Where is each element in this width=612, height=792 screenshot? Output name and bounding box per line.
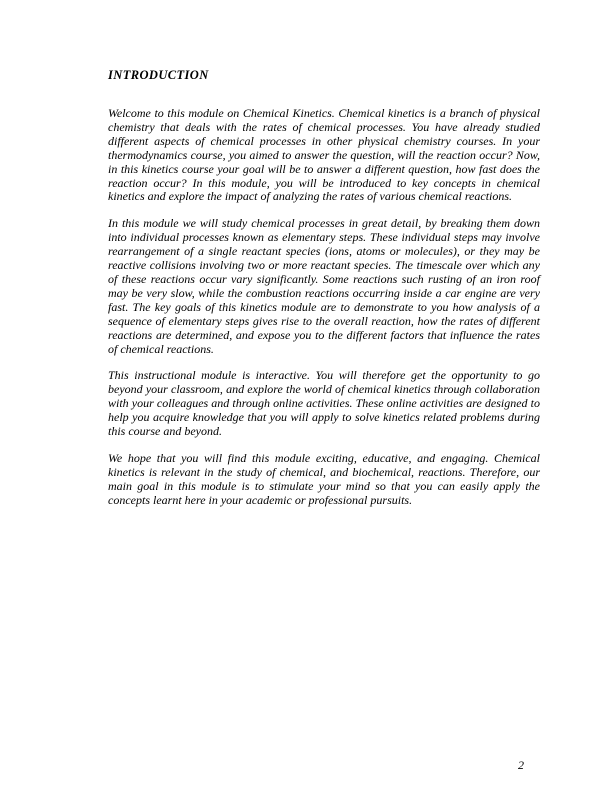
paragraph-interactive-module: This instructional module is interactive. You will therefore get the opportunity to go beyond your classroom, and explore the world of chemical kinetics through collaboration with your colleagues and through online activities. These online activities are designed to help you acquire knowledge that you will apply to solve kinetics related problems during this course and beyond. — [108, 368, 540, 439]
page-number: 2 — [518, 758, 524, 772]
paragraph-elementary-steps: In this module we will study chemical processes in great detail, by breaking them down into individual processes known as elementary steps. These individual steps may involve rearrangement of a single reactant species (ions, atoms or molecules), or they may be reactive collisions involving two or more reactant species. The timescale over which any of these reactions occur vary significantly. Some reactions such rusting of an iron roof may be very slow, while the combustion reactions occurring inside a car engine are very fast. The key goals of this kinetics module are to demonstrate to you how analysis of a sequence of elementary steps gives rise to the overall reaction, how the rates of different reactions are determined, and expose you to the different factors that influence the rates of chemical reactions. — [108, 216, 540, 356]
paragraph-intro: Welcome to this module on Chemical Kinetics. Chemical kinetics is a branch of physical chemistry that deals with the rates of chemical processes. You have already studied different aspects of chemical processes in other physical chemistry courses. In your thermodynamics course, you aimed to answer the question, will the reaction occur? Now, in this kinetics course your goal will be to answer a different question, how fast does the reaction occur? In this module, you will be introduced to key concepts in chemical kinetics and explore the impact of analyzing the rates of various chemical reactions. — [108, 106, 540, 204]
paragraph-closing: We hope that you will find this module exciting, educative, and engaging. Chemical kinetics is relevant in the study of chemical, and biochemical, reactions. Therefore, our main goal in this module is to stimulate your mind so that you can easily apply the concepts learnt here in your academic or professional pursuits. — [108, 450, 540, 507]
body-text — [108, 107, 540, 508]
section-heading: INTRODUCTION — [108, 68, 209, 82]
